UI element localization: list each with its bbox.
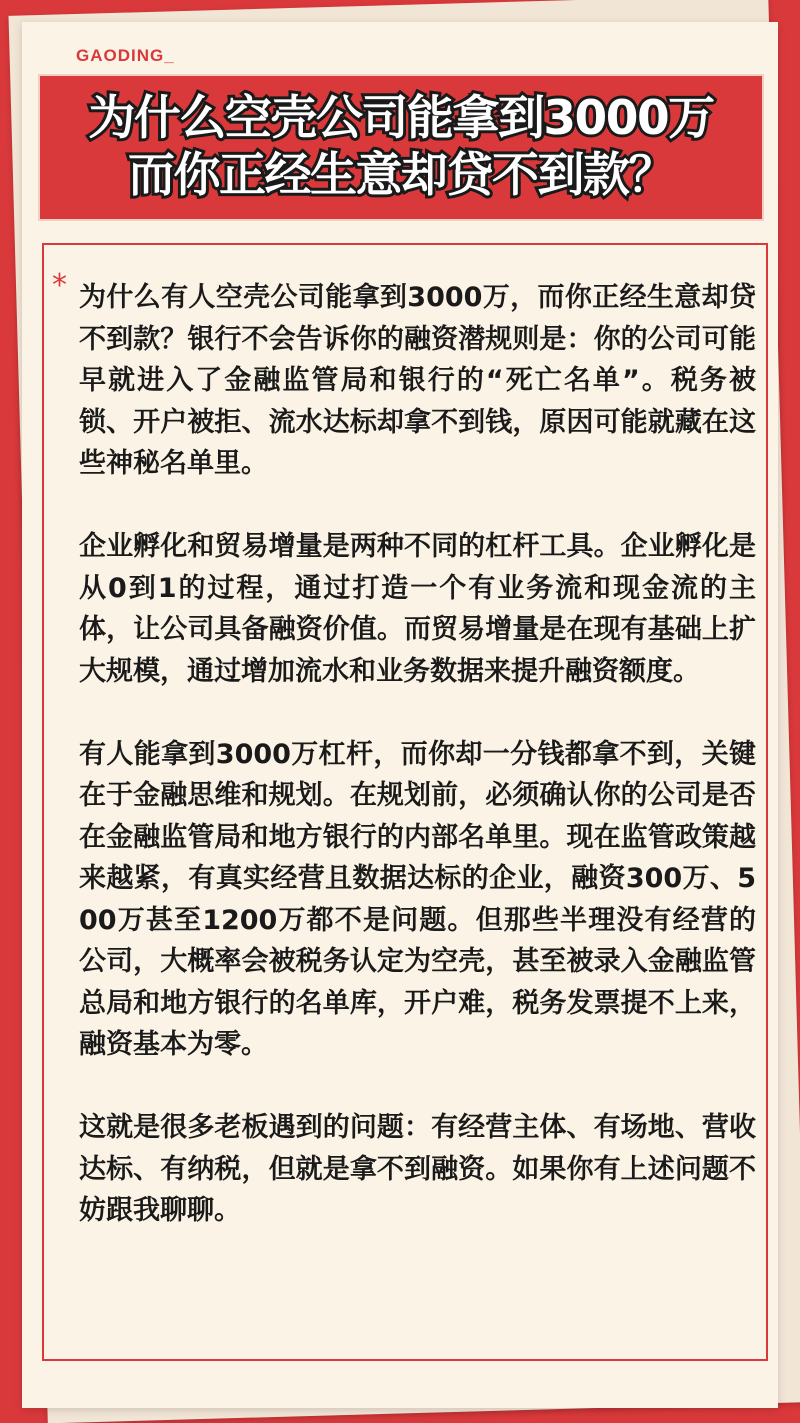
content-card	[42, 243, 768, 1361]
article-body	[79, 277, 756, 1232]
title-banner	[38, 74, 764, 221]
paragraph-4: 这就是很多老板遇到的问题：有经营主体、有场地、营收达标、有纳税，但就是拿不到融资。如果你有上述问题不妨跟我聊聊。	[79, 1112, 756, 1226]
paragraph-2: 企业孵化和贸易增量是两种不同的杠杆工具。企业孵化是从0到1的过程，通过打造一个有业务流和现金流的主体，让公司具备融资价值。而贸易增量是在现有基础上扩大规模，通过增加流水和业务数据来提升融资额度。	[79, 531, 756, 687]
brand-watermark: GAODING_	[76, 46, 175, 65]
title-line-2: 而你正经生意却贷不到款？	[128, 148, 674, 203]
paragraph-1: 为什么有人空壳公司能拿到3000万，而你正经生意却贷不到款？银行不会告诉你的融资潜规则是：你的公司可能早就进入了金融监管局和银行的“死亡名单”。税务被锁、开户被拒、流水达标却拿不到钱，原因可能就藏在这些神秘名单里。	[79, 282, 756, 479]
title-line-1: 为什么空壳公司能拿到3000万	[88, 91, 714, 146]
asterisk-icon: *	[52, 268, 67, 303]
page-title	[40, 90, 762, 204]
paragraph-3: 有人能拿到3000万杠杆，而你却一分钱都拿不到，关键在于金融思维和规划。在规划前，必须确认你的公司是否在金融监管局和地方银行的内部名单里。现在监管政策越来越紧，有真实经营且数据达标的企业，融资300万、500万甚至1200万都不是问题。但那些半理没有经营的公司，大概率会被税务认定为空壳，甚至被录入金融监管总局和地方银行的名单库，开户难，税务发票提不上来，融资基本为零。	[79, 738, 756, 1060]
